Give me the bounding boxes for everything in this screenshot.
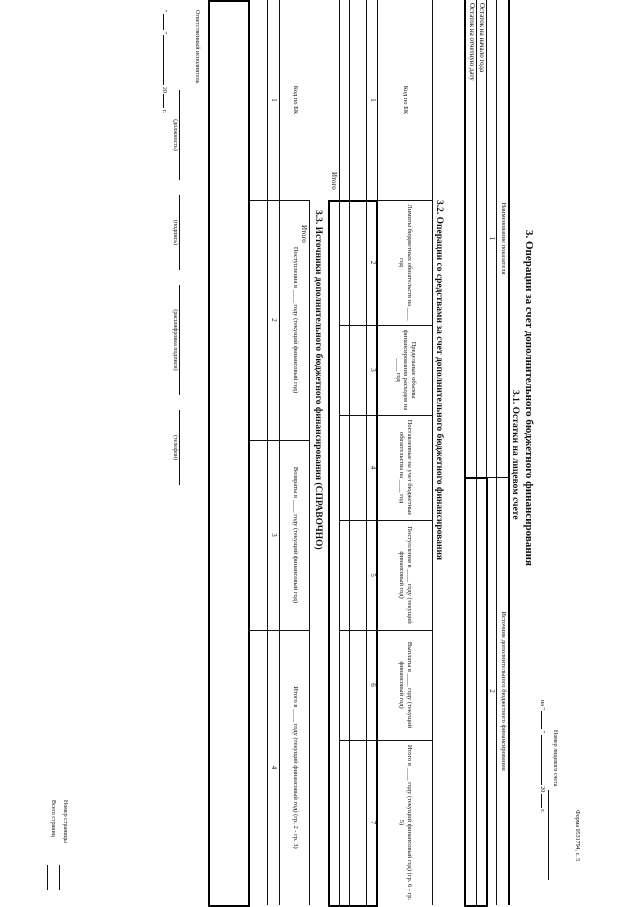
responsible-label: Ответственный исполнитель (194, 10, 200, 84)
total-pages-label: Всего страниц (50, 800, 56, 837)
col-indicator-name: Наименование показателя (499, 202, 507, 275)
col-total-3-3: Итого в ____ году (текущий финансовый год) (гр. 2 - гр. 3) (291, 686, 299, 849)
form-page: Форма 0531794, с. 5 Номер лицевого счета на " " 20 г. 3. Операции за счет дополнительного бюджетного финансирования 3.1. Остатки на лицевом счете Наименование показателя Источник дополнительного бюджетного финансирования 1 2 Остаток на начало года Остаток на отчетную дату 3.2. Операции со средствами за счет дополнительного бюджетного финансирования Код по БК Лимиты бюджетных обязательств на ____ год Предельные объемы финансирования расходов на ____ год Поставленные на учет бюджетные обязательства на ____ год Поступления в ____ году (текущий финансовый год) Выплаты в ____ году (текущий финансовый год) Итого в ____ году (текущий финансовый год) (гр. 6 - гр. 5) 1 2 3 4 5 6 7 Итого 3.3. Источники дополнительного бюджетного финансирования (СПРАВОЧНО) Код по БК Поступления в ____ году (текущий финансовый год) Возвраты в ____ году (текущий финансовый год) Итого в ____ году (текущий финансовый год) (гр. 2 - гр. 3) 1 2 3 4 Итого Ответственный исполнитель (должность) (подпись) (расшифровка подписи) (телефон) " " 20 г. Номер страницы Всего страниц (0, 0, 640, 905)
col-payments: Выплаты в ____ году (текущий финансовый год) (398, 641, 413, 729)
sources-input-box[interactable] (208, 0, 250, 907)
section-3-2-title: 3.2. Операции со средствами за счет дополнительного бюджетного финансирования (434, 200, 444, 561)
col-total: Итого в ____ году (текущий финансовый год) (гр. 6 - гр. 5) (398, 744, 413, 901)
total-label-3-2: Итого (330, 172, 338, 190)
sign-caption: (подпись) (172, 220, 178, 245)
section-3-3-title: 3.3. Источники дополнительного бюджетного финансирования (СПРАВОЧНО) (313, 210, 323, 550)
col-bk-code-3-3: Код по БК (291, 85, 299, 115)
col-returns-3-3: Возвраты в ____ году (текущий финансовый год) (291, 466, 299, 604)
signature-date: " " 20 г. (161, 10, 167, 114)
col-additional-source: Источник дополнительного бюджетного финансирования (499, 611, 507, 771)
total-label-3-3: Итого (300, 225, 308, 243)
col-receipts-3-3: Поступления в ____ году (текущий финансовый год) (291, 246, 299, 394)
section-title: 3. Операции за счет дополнительного бюджетного финансирования (523, 230, 535, 566)
col-limits: Лимиты бюджетных обязательств на ____ год (398, 204, 413, 321)
col-receipts: Поступления в ____ году (текущий финансовый год) (398, 526, 413, 624)
balance-input-box[interactable] (464, 477, 488, 907)
section-3-1-title: 3.1. Остатки на лицевом счете (510, 390, 520, 520)
form-code: Форма 0531794, с. 5 (574, 810, 580, 862)
account-number-label: Номер лицевого счета (552, 730, 558, 787)
decode-caption: (расшифровка подписи) (172, 309, 178, 371)
phone-caption: (телефон) (172, 434, 178, 461)
page-number-label: Номер страницы (62, 800, 68, 843)
row-start-balance: Остаток на начало года (478, 3, 486, 73)
position-caption: (должность) (172, 119, 178, 151)
report-date: на " " 20 г. (539, 700, 545, 813)
row-report-balance: Остаток на отчетную дату (468, 3, 476, 81)
col-registered-obligations: Поставленные на учет бюджетные обязательства на ____ год (398, 419, 413, 516)
col-financing-limits: Предельные объемы финансирования расходов на ____ год (394, 329, 417, 411)
col-bk-code: Код по БК (402, 85, 410, 115)
